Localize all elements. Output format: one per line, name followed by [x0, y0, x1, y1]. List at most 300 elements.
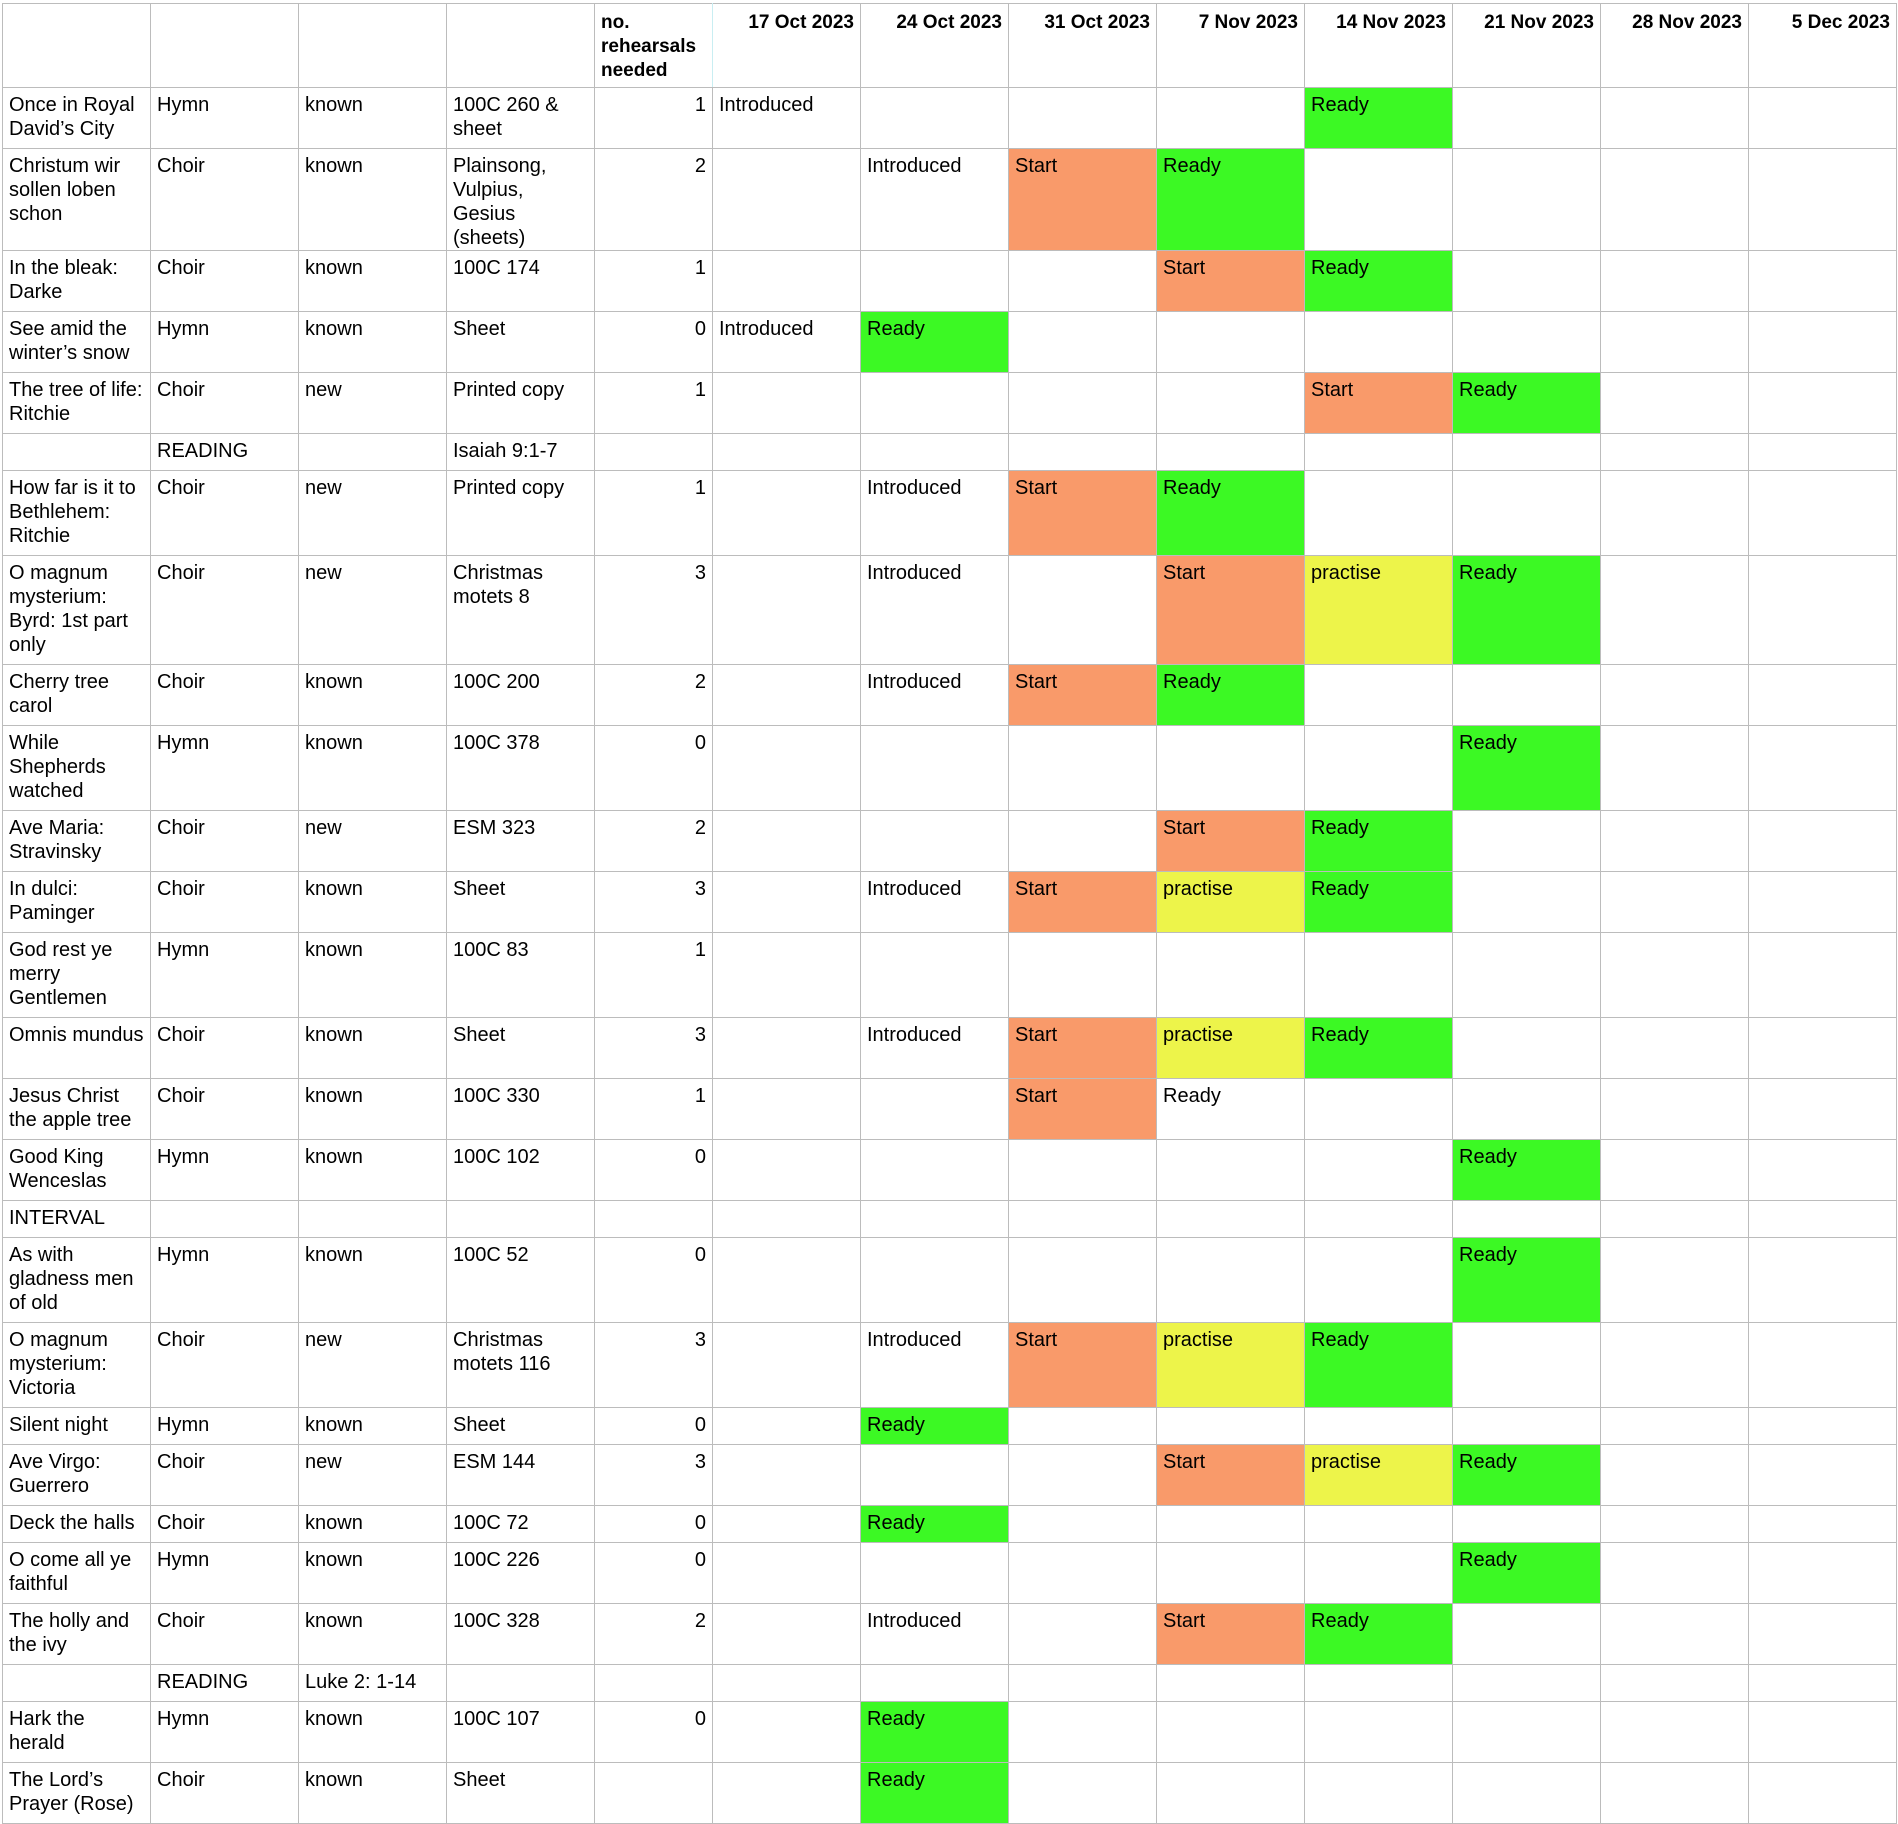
source-cell[interactable]: ESM 144	[447, 1445, 595, 1506]
progress-cell[interactable]	[1453, 471, 1601, 556]
progress-cell[interactable]	[713, 1604, 861, 1665]
progress-cell[interactable]	[1157, 1201, 1305, 1238]
progress-cell[interactable]	[1453, 1506, 1601, 1543]
rehearsals-needed-cell[interactable]	[595, 1665, 713, 1702]
progress-cell[interactable]	[1749, 1079, 1897, 1140]
progress-cell[interactable]: Start	[1009, 1323, 1157, 1408]
rehearsals-needed-cell[interactable]: 0	[595, 1140, 713, 1201]
progress-cell[interactable]	[1009, 88, 1157, 149]
progress-cell[interactable]: Ready	[861, 1506, 1009, 1543]
progress-cell[interactable]	[1601, 1665, 1749, 1702]
progress-cell[interactable]: Introduced	[713, 88, 861, 149]
progress-cell[interactable]	[1601, 1079, 1749, 1140]
header-cell-source[interactable]	[447, 4, 595, 88]
progress-cell[interactable]	[1601, 88, 1749, 149]
title-cell[interactable]: As with gladness men of old	[3, 1238, 151, 1323]
progress-cell[interactable]	[861, 251, 1009, 312]
progress-cell[interactable]	[861, 1445, 1009, 1506]
title-cell[interactable]: In the bleak: Darke	[3, 251, 151, 312]
status-cell[interactable]: known	[299, 726, 447, 811]
progress-cell[interactable]: Ready	[1157, 1079, 1305, 1140]
type-cell[interactable]: Hymn	[151, 88, 299, 149]
type-cell[interactable]: Choir	[151, 149, 299, 251]
title-cell[interactable]: Ave Virgo: Guerrero	[3, 1445, 151, 1506]
progress-cell[interactable]	[1009, 1702, 1157, 1763]
status-cell[interactable]: known	[299, 1079, 447, 1140]
rehearsals-needed-cell[interactable]	[595, 1201, 713, 1238]
source-cell[interactable]: Sheet	[447, 1408, 595, 1445]
progress-cell[interactable]	[713, 1018, 861, 1079]
status-cell[interactable]: known	[299, 1408, 447, 1445]
source-cell[interactable]: 100C 102	[447, 1140, 595, 1201]
progress-cell[interactable]	[713, 149, 861, 251]
progress-cell[interactable]: Introduced	[861, 556, 1009, 665]
progress-cell[interactable]: Ready	[1453, 1543, 1601, 1604]
rehearsals-needed-cell[interactable]: 1	[595, 251, 713, 312]
status-cell[interactable]: known	[299, 1702, 447, 1763]
progress-cell[interactable]	[713, 1079, 861, 1140]
progress-cell[interactable]	[1157, 88, 1305, 149]
title-cell[interactable]: God rest ye merry Gentlemen	[3, 933, 151, 1018]
type-cell[interactable]: Choir	[151, 1506, 299, 1543]
header-cell-date[interactable]: 17 Oct 2023	[713, 4, 861, 88]
progress-cell[interactable]	[1749, 726, 1897, 811]
progress-cell[interactable]	[1601, 1201, 1749, 1238]
title-cell[interactable]: In dulci: Paminger	[3, 872, 151, 933]
source-cell[interactable]: Christmas motets 8	[447, 556, 595, 665]
progress-cell[interactable]	[713, 434, 861, 471]
progress-cell[interactable]	[1453, 1323, 1601, 1408]
rehearsals-needed-cell[interactable]: 0	[595, 1702, 713, 1763]
progress-cell[interactable]	[1009, 556, 1157, 665]
progress-cell[interactable]: Start	[1009, 1079, 1157, 1140]
progress-cell[interactable]	[1749, 1408, 1897, 1445]
progress-cell[interactable]	[713, 471, 861, 556]
source-cell[interactable]	[447, 1665, 595, 1702]
title-cell[interactable]: Jesus Christ the apple tree	[3, 1079, 151, 1140]
title-cell[interactable]: Silent night	[3, 1408, 151, 1445]
progress-cell[interactable]	[1305, 434, 1453, 471]
progress-cell[interactable]	[1749, 471, 1897, 556]
progress-cell[interactable]	[1305, 149, 1453, 251]
progress-cell[interactable]	[1601, 251, 1749, 312]
title-cell[interactable]: Ave Maria: Stravinsky	[3, 811, 151, 872]
progress-cell[interactable]	[1749, 88, 1897, 149]
progress-cell[interactable]	[1749, 933, 1897, 1018]
progress-cell[interactable]	[1453, 1665, 1601, 1702]
rehearsals-needed-cell[interactable]: 0	[595, 1238, 713, 1323]
progress-cell[interactable]: Ready	[861, 1408, 1009, 1445]
progress-cell[interactable]	[1453, 312, 1601, 373]
progress-cell[interactable]	[1009, 1238, 1157, 1323]
type-cell[interactable]: Hymn	[151, 933, 299, 1018]
type-cell[interactable]: Choir	[151, 471, 299, 556]
type-cell[interactable]: Choir	[151, 665, 299, 726]
source-cell[interactable]: 100C 378	[447, 726, 595, 811]
progress-cell[interactable]	[713, 1201, 861, 1238]
progress-cell[interactable]	[861, 1079, 1009, 1140]
progress-cell[interactable]	[1009, 251, 1157, 312]
type-cell[interactable]: Choir	[151, 1079, 299, 1140]
progress-cell[interactable]	[861, 811, 1009, 872]
progress-cell[interactable]: Introduced	[861, 1323, 1009, 1408]
progress-cell[interactable]	[713, 811, 861, 872]
status-cell[interactable]: new	[299, 556, 447, 665]
title-cell[interactable]: O magnum mysterium: Byrd: 1st part only	[3, 556, 151, 665]
progress-cell[interactable]	[1305, 1408, 1453, 1445]
progress-cell[interactable]	[1749, 1018, 1897, 1079]
progress-cell[interactable]	[1305, 312, 1453, 373]
progress-cell[interactable]: Ready	[861, 1763, 1009, 1824]
progress-cell[interactable]: Start	[1009, 471, 1157, 556]
progress-cell[interactable]	[1749, 251, 1897, 312]
progress-cell[interactable]	[1749, 1445, 1897, 1506]
progress-cell[interactable]: Introduced	[861, 471, 1009, 556]
progress-cell[interactable]	[1453, 1408, 1601, 1445]
progress-cell[interactable]	[713, 665, 861, 726]
progress-cell[interactable]: Start	[1157, 1604, 1305, 1665]
progress-cell[interactable]	[1453, 1604, 1601, 1665]
status-cell[interactable]: new	[299, 373, 447, 434]
progress-cell[interactable]	[1453, 1079, 1601, 1140]
rehearsals-needed-cell[interactable]: 3	[595, 1323, 713, 1408]
progress-cell[interactable]	[713, 933, 861, 1018]
progress-cell[interactable]	[1305, 1543, 1453, 1604]
progress-cell[interactable]: Ready	[1305, 1018, 1453, 1079]
progress-cell[interactable]	[1453, 1763, 1601, 1824]
status-cell[interactable]: known	[299, 1140, 447, 1201]
progress-cell[interactable]	[1749, 1506, 1897, 1543]
progress-cell[interactable]	[861, 1238, 1009, 1323]
progress-cell[interactable]	[1601, 1763, 1749, 1824]
status-cell[interactable]: new	[299, 811, 447, 872]
progress-cell[interactable]: Ready	[861, 312, 1009, 373]
status-cell[interactable]: known	[299, 88, 447, 149]
progress-cell[interactable]	[1601, 471, 1749, 556]
header-cell-date[interactable]: 14 Nov 2023	[1305, 4, 1453, 88]
progress-cell[interactable]: Ready	[1157, 665, 1305, 726]
progress-cell[interactable]	[713, 872, 861, 933]
progress-cell[interactable]	[1157, 1665, 1305, 1702]
progress-cell[interactable]	[1009, 312, 1157, 373]
title-cell[interactable]: Hark the herald	[3, 1702, 151, 1763]
progress-cell[interactable]	[1009, 434, 1157, 471]
title-cell[interactable]: While Shepherds watched	[3, 726, 151, 811]
rehearsals-needed-cell[interactable]: 2	[595, 665, 713, 726]
progress-cell[interactable]	[1009, 1445, 1157, 1506]
type-cell[interactable]: Hymn	[151, 1238, 299, 1323]
type-cell[interactable]: Choir	[151, 251, 299, 312]
progress-cell[interactable]	[1749, 373, 1897, 434]
progress-cell[interactable]: Ready	[1453, 373, 1601, 434]
status-cell[interactable]: known	[299, 665, 447, 726]
progress-cell[interactable]: Ready	[1453, 1445, 1601, 1506]
source-cell[interactable]: 100C 260 & sheet	[447, 88, 595, 149]
rehearsals-needed-cell[interactable]: 0	[595, 312, 713, 373]
progress-cell[interactable]	[1009, 373, 1157, 434]
progress-cell[interactable]	[1305, 665, 1453, 726]
progress-cell[interactable]	[1305, 1702, 1453, 1763]
progress-cell[interactable]: Start	[1157, 811, 1305, 872]
title-cell[interactable]: See amid the winter’s snow	[3, 312, 151, 373]
title-cell[interactable]: Cherry tree carol	[3, 665, 151, 726]
progress-cell[interactable]: Ready	[1305, 872, 1453, 933]
progress-cell[interactable]	[1009, 1408, 1157, 1445]
progress-cell[interactable]	[1453, 251, 1601, 312]
rehearsals-needed-cell[interactable]: 1	[595, 933, 713, 1018]
progress-cell[interactable]	[1453, 933, 1601, 1018]
status-cell[interactable]: known	[299, 933, 447, 1018]
progress-cell[interactable]	[1009, 1201, 1157, 1238]
progress-cell[interactable]	[1157, 434, 1305, 471]
status-cell[interactable]: new	[299, 1323, 447, 1408]
progress-cell[interactable]: Ready	[1157, 149, 1305, 251]
progress-cell[interactable]: Start	[1009, 665, 1157, 726]
progress-cell[interactable]	[1305, 933, 1453, 1018]
rehearsals-needed-cell[interactable]: 1	[595, 373, 713, 434]
type-cell[interactable]: Hymn	[151, 312, 299, 373]
status-cell[interactable]: known	[299, 1763, 447, 1824]
progress-cell[interactable]	[1009, 811, 1157, 872]
progress-cell[interactable]	[1601, 933, 1749, 1018]
rehearsals-needed-cell[interactable]: 3	[595, 556, 713, 665]
source-cell[interactable]: 100C 83	[447, 933, 595, 1018]
title-cell[interactable]: INTERVAL	[3, 1201, 151, 1238]
progress-cell[interactable]	[1305, 1201, 1453, 1238]
progress-cell[interactable]	[1601, 1543, 1749, 1604]
progress-cell[interactable]	[1453, 88, 1601, 149]
progress-cell[interactable]	[1601, 1238, 1749, 1323]
progress-cell[interactable]	[713, 1408, 861, 1445]
progress-cell[interactable]	[1601, 1506, 1749, 1543]
progress-cell[interactable]	[1601, 665, 1749, 726]
progress-cell[interactable]: Ready	[1453, 556, 1601, 665]
source-cell[interactable]: ESM 323	[447, 811, 595, 872]
progress-cell[interactable]: Ready	[1453, 726, 1601, 811]
progress-cell[interactable]	[1749, 149, 1897, 251]
progress-cell[interactable]	[1157, 1763, 1305, 1824]
progress-cell[interactable]: Start	[1009, 149, 1157, 251]
progress-cell[interactable]	[1453, 434, 1601, 471]
progress-cell[interactable]	[1157, 373, 1305, 434]
header-cell-date[interactable]: 5 Dec 2023	[1749, 4, 1897, 88]
type-cell[interactable]	[151, 1201, 299, 1238]
progress-cell[interactable]: Introduced	[861, 872, 1009, 933]
progress-cell[interactable]	[1009, 933, 1157, 1018]
progress-cell[interactable]	[861, 1201, 1009, 1238]
progress-cell[interactable]	[861, 1140, 1009, 1201]
rehearsals-needed-cell[interactable]: 2	[595, 1604, 713, 1665]
status-cell[interactable]: known	[299, 1018, 447, 1079]
progress-cell[interactable]	[1749, 1604, 1897, 1665]
title-cell[interactable]: Once in Royal David’s City	[3, 88, 151, 149]
source-cell[interactable]: 100C 226	[447, 1543, 595, 1604]
progress-cell[interactable]	[1749, 811, 1897, 872]
source-cell[interactable]: 100C 72	[447, 1506, 595, 1543]
progress-cell[interactable]	[1305, 726, 1453, 811]
progress-cell[interactable]	[1749, 872, 1897, 933]
title-cell[interactable]: O magnum mysterium: Victoria	[3, 1323, 151, 1408]
source-cell[interactable]: Sheet	[447, 312, 595, 373]
progress-cell[interactable]	[1749, 1763, 1897, 1824]
progress-cell[interactable]	[1749, 1140, 1897, 1201]
progress-cell[interactable]: practise	[1157, 872, 1305, 933]
status-cell[interactable]: known	[299, 872, 447, 933]
header-cell-type[interactable]	[151, 4, 299, 88]
title-cell[interactable]: Good King Wenceslas	[3, 1140, 151, 1201]
progress-cell[interactable]: practise	[1305, 1445, 1453, 1506]
status-cell[interactable]: new	[299, 471, 447, 556]
rehearsals-needed-cell[interactable]: 0	[595, 726, 713, 811]
progress-cell[interactable]: Ready	[1453, 1238, 1601, 1323]
progress-cell[interactable]: practise	[1157, 1323, 1305, 1408]
progress-cell[interactable]	[1601, 312, 1749, 373]
progress-cell[interactable]	[1749, 1702, 1897, 1763]
status-cell[interactable]: new	[299, 1445, 447, 1506]
title-cell[interactable]: The tree of life: Ritchie	[3, 373, 151, 434]
progress-cell[interactable]	[1749, 1201, 1897, 1238]
progress-cell[interactable]	[1157, 933, 1305, 1018]
source-cell[interactable]: Printed copy	[447, 373, 595, 434]
type-cell[interactable]: Choir	[151, 556, 299, 665]
header-cell-status[interactable]	[299, 4, 447, 88]
progress-cell[interactable]	[1009, 1140, 1157, 1201]
progress-cell[interactable]	[1453, 1702, 1601, 1763]
progress-cell[interactable]: Start	[1009, 872, 1157, 933]
progress-cell[interactable]: Introduced	[861, 1018, 1009, 1079]
rehearsals-needed-cell[interactable]: 0	[595, 1506, 713, 1543]
progress-cell[interactable]	[1453, 665, 1601, 726]
header-cell-date[interactable]: 24 Oct 2023	[861, 4, 1009, 88]
status-cell[interactable]: known	[299, 1604, 447, 1665]
progress-cell[interactable]	[1601, 1408, 1749, 1445]
progress-cell[interactable]	[1305, 1665, 1453, 1702]
progress-cell[interactable]	[1749, 434, 1897, 471]
title-cell[interactable]: The Lord’s Prayer (Rose)	[3, 1763, 151, 1824]
title-cell[interactable]: Deck the halls	[3, 1506, 151, 1543]
progress-cell[interactable]: Ready	[1305, 1323, 1453, 1408]
progress-cell[interactable]	[713, 1665, 861, 1702]
rehearsals-needed-cell[interactable]: 3	[595, 872, 713, 933]
type-cell[interactable]: Choir	[151, 1018, 299, 1079]
progress-cell[interactable]	[1601, 811, 1749, 872]
header-cell-date[interactable]: 7 Nov 2023	[1157, 4, 1305, 88]
header-cell-date[interactable]: 21 Nov 2023	[1453, 4, 1601, 88]
progress-cell[interactable]	[1453, 872, 1601, 933]
progress-cell[interactable]	[1009, 1543, 1157, 1604]
progress-cell[interactable]	[1453, 149, 1601, 251]
progress-cell[interactable]: practise	[1157, 1018, 1305, 1079]
source-cell[interactable]: 100C 52	[447, 1238, 595, 1323]
type-cell[interactable]: Choir	[151, 1604, 299, 1665]
progress-cell[interactable]	[861, 933, 1009, 1018]
progress-cell[interactable]	[861, 373, 1009, 434]
rehearsals-needed-cell[interactable]: 1	[595, 88, 713, 149]
progress-cell[interactable]	[713, 251, 861, 312]
source-cell[interactable]: 100C 330	[447, 1079, 595, 1140]
progress-cell[interactable]: Introduced	[861, 149, 1009, 251]
progress-cell[interactable]	[1749, 1543, 1897, 1604]
status-cell[interactable]: known	[299, 1238, 447, 1323]
source-cell[interactable]: 100C 107	[447, 1702, 595, 1763]
progress-cell[interactable]	[1157, 1702, 1305, 1763]
status-cell[interactable]: known	[299, 1543, 447, 1604]
header-cell-date[interactable]: 28 Nov 2023	[1601, 4, 1749, 88]
title-cell[interactable]: Omnis mundus	[3, 1018, 151, 1079]
progress-cell[interactable]	[1305, 1763, 1453, 1824]
progress-cell[interactable]	[1601, 726, 1749, 811]
progress-cell[interactable]: Ready	[1453, 1140, 1601, 1201]
header-cell-rehearsals-needed[interactable]: no. rehearsals needed	[595, 4, 713, 88]
progress-cell[interactable]: Start	[1009, 1018, 1157, 1079]
rehearsals-needed-cell[interactable]: 0	[595, 1408, 713, 1445]
progress-cell[interactable]	[1305, 1238, 1453, 1323]
title-cell[interactable]: Christum wir sollen loben schon	[3, 149, 151, 251]
progress-cell[interactable]	[713, 1238, 861, 1323]
progress-cell[interactable]: Ready	[1305, 88, 1453, 149]
progress-cell[interactable]	[861, 1665, 1009, 1702]
type-cell[interactable]: Choir	[151, 1445, 299, 1506]
progress-cell[interactable]	[713, 726, 861, 811]
type-cell[interactable]: Choir	[151, 373, 299, 434]
source-cell[interactable]: Plainsong, Vulpius, Gesius (sheets)	[447, 149, 595, 251]
type-cell[interactable]: Hymn	[151, 1408, 299, 1445]
progress-cell[interactable]	[1453, 1201, 1601, 1238]
type-cell[interactable]: READING	[151, 1665, 299, 1702]
status-cell[interactable]: known	[299, 149, 447, 251]
progress-cell[interactable]	[1749, 1665, 1897, 1702]
rehearsals-needed-cell[interactable]: 2	[595, 149, 713, 251]
progress-cell[interactable]	[1749, 1238, 1897, 1323]
progress-cell[interactable]: Introduced	[861, 1604, 1009, 1665]
progress-cell[interactable]	[1601, 872, 1749, 933]
title-cell[interactable]: How far is it to Bethlehem: Ritchie	[3, 471, 151, 556]
progress-cell[interactable]: Ready	[1305, 811, 1453, 872]
progress-cell[interactable]	[1009, 1763, 1157, 1824]
progress-cell[interactable]	[1453, 1018, 1601, 1079]
source-cell[interactable]: 100C 174	[447, 251, 595, 312]
source-cell[interactable]: Sheet	[447, 1018, 595, 1079]
type-cell[interactable]: Hymn	[151, 1140, 299, 1201]
progress-cell[interactable]	[713, 556, 861, 665]
progress-cell[interactable]	[713, 1702, 861, 1763]
progress-cell[interactable]: Start	[1157, 251, 1305, 312]
progress-cell[interactable]: Ready	[1305, 1604, 1453, 1665]
progress-cell[interactable]: Start	[1157, 1445, 1305, 1506]
progress-cell[interactable]: Ready	[1305, 251, 1453, 312]
progress-cell[interactable]	[1009, 1604, 1157, 1665]
progress-cell[interactable]	[1157, 1140, 1305, 1201]
progress-cell[interactable]	[1305, 1079, 1453, 1140]
progress-cell[interactable]	[1305, 1506, 1453, 1543]
progress-cell[interactable]	[1157, 726, 1305, 811]
progress-cell[interactable]	[861, 434, 1009, 471]
type-cell[interactable]: Choir	[151, 1323, 299, 1408]
source-cell[interactable]: Sheet	[447, 872, 595, 933]
progress-cell[interactable]	[1601, 1323, 1749, 1408]
progress-cell[interactable]	[1601, 1445, 1749, 1506]
progress-cell[interactable]: Start	[1157, 556, 1305, 665]
progress-cell[interactable]	[1601, 373, 1749, 434]
progress-cell[interactable]	[1453, 811, 1601, 872]
progress-cell[interactable]	[1749, 312, 1897, 373]
status-cell[interactable]: known	[299, 312, 447, 373]
status-cell[interactable]	[299, 1201, 447, 1238]
progress-cell[interactable]	[1009, 1665, 1157, 1702]
type-cell[interactable]: READING	[151, 434, 299, 471]
progress-cell[interactable]	[713, 1763, 861, 1824]
type-cell[interactable]: Hymn	[151, 1543, 299, 1604]
